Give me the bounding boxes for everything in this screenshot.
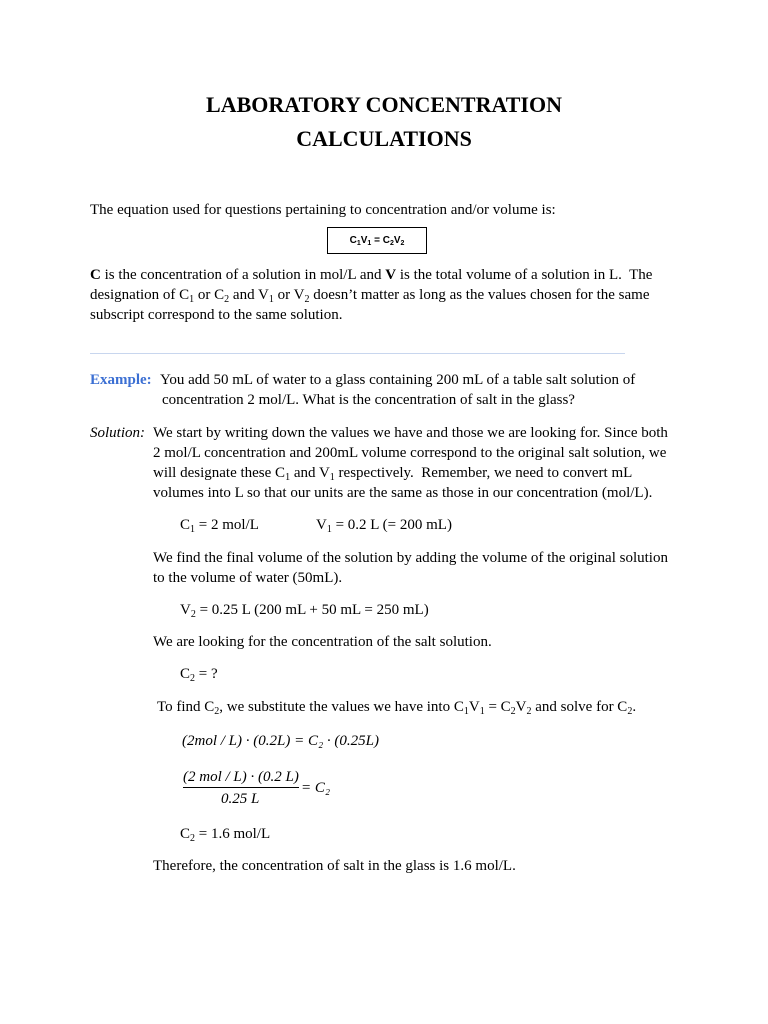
definition-line3: subscript correspond to the same solution. bbox=[90, 307, 343, 323]
v2-value: $V_2 = 0.25$ L (200 mL + 50 mL = 250 mL) bbox=[180, 602, 429, 620]
solution-label: Solution: bbox=[90, 425, 145, 441]
substituted-equation: (2mol / L) · (0.2L) = C₂ · (0.25L) bbox=[182, 733, 380, 749]
example-line2: concentration 2 mol/L. What is the concentration of salt in the glass? bbox=[162, 392, 575, 408]
c2-unknown: $C_2$ = ? bbox=[180, 666, 218, 684]
intro-text: The equation used for questions pertaining to concentration and/or volume is: bbox=[90, 202, 556, 218]
equation-box: $C_1V_1 = C_2V_2$ bbox=[327, 227, 427, 254]
solution-line1: We start by writing down the values we have and those we are looking for. Since both bbox=[153, 425, 668, 441]
c1-value: $C_1 = 2$ mol/L bbox=[180, 517, 259, 535]
fraction-denominator: 0.25 L bbox=[221, 791, 260, 807]
fraction-bar bbox=[183, 787, 299, 788]
fraction-numerator: (2 mol / L) · (0.2 L) bbox=[183, 769, 299, 785]
definition-line2: designation of $C_1$ or $C_2$ and $V_1$ or $V_2$ doesn’t matter as long as the values chosen for the same bbox=[90, 287, 650, 305]
example-line1: You add 50 mL of water to a glass containing 200 mL of a table salt solution of bbox=[160, 372, 636, 388]
final-volume-line2: to the volume of water (50mL). bbox=[153, 570, 343, 586]
looking-for-text: We are looking for the concentration of the salt solution. bbox=[153, 634, 492, 650]
solution-line2: 2 mol/L concentration and 200mL volume correspond to the original salt solution, we bbox=[153, 445, 667, 461]
page-title-line2: CALCULATIONS bbox=[296, 126, 472, 151]
section-divider bbox=[90, 353, 625, 354]
solution-line4: volumes into L so that our units are the same as those in our concentration (mol/L). bbox=[153, 485, 653, 501]
solution-line3: will designate these $C_1$ and $V_1$ respectively. Remember, we need to convert mL bbox=[153, 465, 633, 483]
definition-line1: C is the concentration of a solution in mol/L and V is the total volume of a solution in L. The bbox=[90, 267, 653, 283]
substitute-text: To find $C_2$, we substitute the values we have into $C_1V_1 = C_2V_2$ and solve for $C_2$. bbox=[157, 699, 637, 717]
final-volume-line1: We find the final volume of the solution by adding the volume of the original solution bbox=[153, 550, 668, 566]
c2-answer: $C_2 = 1.6$ mol/L bbox=[180, 826, 271, 844]
fraction-rhs: = C₂ bbox=[301, 780, 331, 796]
v1-value: $V_1 = 0.2$ L (= 200 mL) bbox=[316, 517, 452, 535]
conclusion-text: Therefore, the concentration of salt in the glass is 1.6 mol/L. bbox=[153, 858, 516, 874]
example-label: Example: bbox=[90, 372, 152, 388]
page-title-line1: LABORATORY CONCENTRATION bbox=[206, 92, 562, 117]
